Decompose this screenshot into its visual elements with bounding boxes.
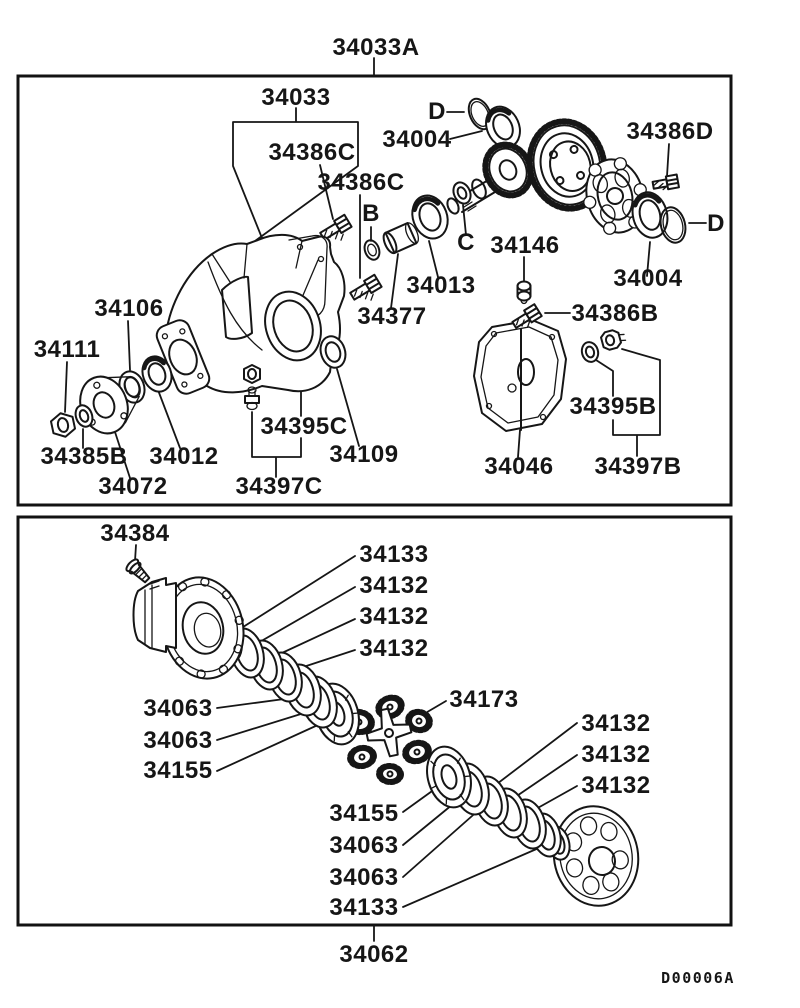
part-label-34132: 34132 (359, 603, 429, 630)
part-label-34377: 34377 (357, 303, 427, 330)
callout-c: C (457, 229, 475, 256)
doc-code: D00006A (661, 969, 735, 987)
part-label-34111: 34111 (33, 336, 101, 363)
plug-34397b (600, 328, 627, 351)
part-label-34132: 34132 (581, 710, 651, 737)
part-label-34132: 34132 (359, 635, 429, 662)
part-label-34072: 34072 (98, 473, 168, 500)
part-label-34155: 34155 (329, 800, 399, 827)
part-label-34146: 34146 (490, 232, 560, 259)
part-label-34132: 34132 (581, 772, 651, 799)
part-label-34106: 34106 (94, 295, 164, 322)
part-label-34395c: 34395C (260, 413, 348, 440)
snap-ring-b (362, 238, 382, 262)
part-label-34033: 34033 (261, 84, 331, 111)
part-label-34173: 34173 (449, 686, 519, 713)
part-label-34132: 34132 (359, 572, 429, 599)
assembly-label-34033a: 34033A (332, 34, 420, 61)
part-label-34063: 34063 (143, 727, 213, 754)
part-label-34004-left: 34004 (382, 126, 452, 153)
part-label-34063: 34063 (143, 695, 213, 722)
part-label-34397c: 34397C (235, 473, 323, 500)
part-label-34384: 34384 (100, 520, 170, 547)
part-label-34397b: 34397B (594, 453, 682, 480)
case-half-left (134, 570, 254, 687)
screw-34384 (125, 558, 153, 586)
nut-34111 (50, 411, 77, 439)
carrier-housing (154, 235, 350, 410)
assembly-label-34062: 34062 (339, 941, 409, 968)
part-label-34063: 34063 (329, 832, 399, 859)
bolt-34386d (652, 175, 679, 192)
part-label-34063: 34063 (329, 864, 399, 891)
part-label-34012: 34012 (149, 443, 219, 470)
part-label-34013: 34013 (406, 272, 476, 299)
top-panel-drawing (50, 95, 689, 440)
part-label-34386c-2: 34386C (317, 169, 405, 196)
part-label-34046: 34046 (484, 453, 554, 480)
part-label-34133-top: 34133 (359, 541, 429, 568)
callout-d-right: D (707, 210, 725, 237)
part-label-34004-right: 34004 (613, 265, 683, 292)
part-label-34385b: 34385B (40, 443, 128, 470)
part-label-34109: 34109 (329, 441, 399, 468)
top-panel (18, 34, 731, 505)
part-label-34133-bottom: 34133 (329, 894, 399, 921)
part-label-34132: 34132 (581, 741, 651, 768)
part-label-34155: 34155 (143, 757, 213, 784)
callout-b: B (362, 200, 380, 227)
part-label-34386d: 34386D (626, 118, 714, 145)
pin-34146 (518, 282, 531, 304)
rear-cover-34046 (474, 320, 566, 431)
part-label-34386c-1: 34386C (268, 139, 356, 166)
washer-c (450, 180, 474, 207)
callout-d-left: D (428, 98, 446, 125)
part-label-34395b: 34395B (569, 393, 657, 420)
bottom-panel (18, 517, 731, 968)
nut-34395c (244, 365, 260, 383)
drive-pinion (445, 137, 538, 215)
part-label-34386b: 34386B (571, 300, 659, 327)
